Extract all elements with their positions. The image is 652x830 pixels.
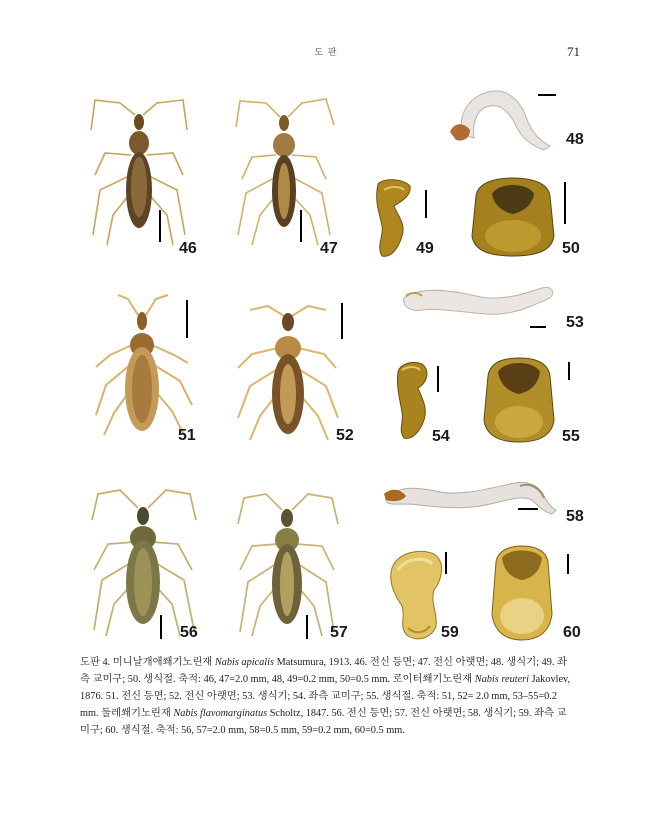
figure-number: 47: [320, 240, 338, 257]
specimen-photo-54-paramere: [392, 360, 434, 442]
caption-species-3-scale: 축적: 56, 57=2.0 mm, 58=0.5 mm, 59=0.2 mm, 60=0.5 mm.: [155, 725, 405, 736]
scale-bar: [159, 210, 161, 242]
caption-species-2-author: Jakovlev, 1876.: [80, 674, 571, 702]
caption-species-3-korean: 둘레쐐기노린재: [101, 708, 171, 719]
scale-bar: [300, 210, 302, 242]
figure-number: 60: [563, 624, 581, 641]
caption-species-2-korean: 로이터쐐기노린재: [392, 674, 473, 685]
figure-number: 58: [566, 508, 584, 525]
specimen-photo-56-dorsal: [86, 480, 202, 640]
scale-bar: [186, 300, 188, 338]
plate-caption: [80, 654, 572, 739]
specimen-photo-60-pygophore: [486, 544, 558, 642]
caption-species-1-name: Nabis apicalis: [214, 657, 275, 668]
specimen-photo-48-genitalia: [440, 82, 560, 152]
figure-number: 48: [566, 131, 584, 148]
figure-number: 52: [336, 427, 354, 444]
caption-species-1-author: Matsumura, 1913.: [276, 657, 352, 668]
running-header: 도 판: [314, 48, 338, 58]
scale-bar: [306, 615, 308, 639]
caption-species-2-name: Nabis reuteri: [474, 674, 530, 685]
scale-bar: [538, 94, 556, 96]
scale-bar: [518, 508, 538, 510]
page-number: 71: [567, 44, 580, 59]
caption-plate-label: 도판 4.: [80, 657, 111, 668]
scale-bar: [568, 362, 570, 380]
figure-number: 56: [180, 624, 198, 641]
figure-number: 59: [441, 624, 459, 641]
figure-number: 49: [416, 240, 434, 257]
scale-bar: [160, 615, 162, 639]
figure-number: 51: [178, 427, 196, 444]
specimen-photo-53-genitalia: [400, 282, 558, 328]
scale-bar: [341, 303, 343, 339]
figure-number: 57: [330, 624, 348, 641]
caption-species-1-korean: 미니날개애쐐기노린재: [112, 657, 213, 668]
specimen-photo-58-genitalia: [380, 474, 558, 520]
specimen-photo-51-dorsal: [88, 295, 198, 445]
figure-number: 46: [179, 240, 197, 257]
scale-bar: [564, 182, 566, 224]
caption-species-2-scale: 축적: 51, 52= 2.0 mm, 53–55=0.2 mm.: [80, 691, 558, 719]
specimen-photo-47-ventral: [230, 95, 340, 255]
figure-number: 50: [562, 240, 580, 257]
figure-number: 55: [562, 428, 580, 445]
specimen-photo-46-dorsal: [85, 95, 195, 255]
figure-number: 53: [566, 314, 584, 331]
specimen-photo-50-pygophore: [468, 176, 558, 258]
scale-bar: [425, 190, 427, 218]
caption-species-2-desc: 51. 전신 등면; 52. 전신 아랫면; 53. 생식기; 54. 좌측 교미구; 55. 생식절.: [105, 691, 414, 702]
caption-species-1-desc: 46. 전신 등면; 47. 전신 아랫면; 48. 생식기; 49. 좌측 교미구; 50. 생식절.: [80, 657, 567, 685]
caption-species-3-author: Scholtz, 1847.: [269, 708, 329, 719]
scale-bar: [445, 552, 447, 574]
caption-species-1-scale: 축적: 46, 47=2.0 mm, 48, 49=0.2 mm, 50=0.5 mm.: [178, 674, 391, 685]
scale-bar: [437, 366, 439, 392]
specimen-photo-57-ventral: [230, 484, 346, 640]
specimen-photo-55-pygophore: [480, 356, 558, 444]
figure-number: 54: [432, 428, 450, 445]
caption-species-3-name: Nabis flavomarginatus: [173, 708, 268, 719]
specimen-photo-49-paramere: [372, 176, 422, 261]
scale-bar: [567, 554, 569, 574]
specimen-photo-52-ventral: [232, 298, 347, 446]
caption-species-3-desc: 56. 전신 등면; 57. 전신 아랫면; 58. 생식기; 59. 좌측 교미구; 60. 생식절.: [80, 708, 567, 736]
scale-bar: [530, 326, 546, 328]
